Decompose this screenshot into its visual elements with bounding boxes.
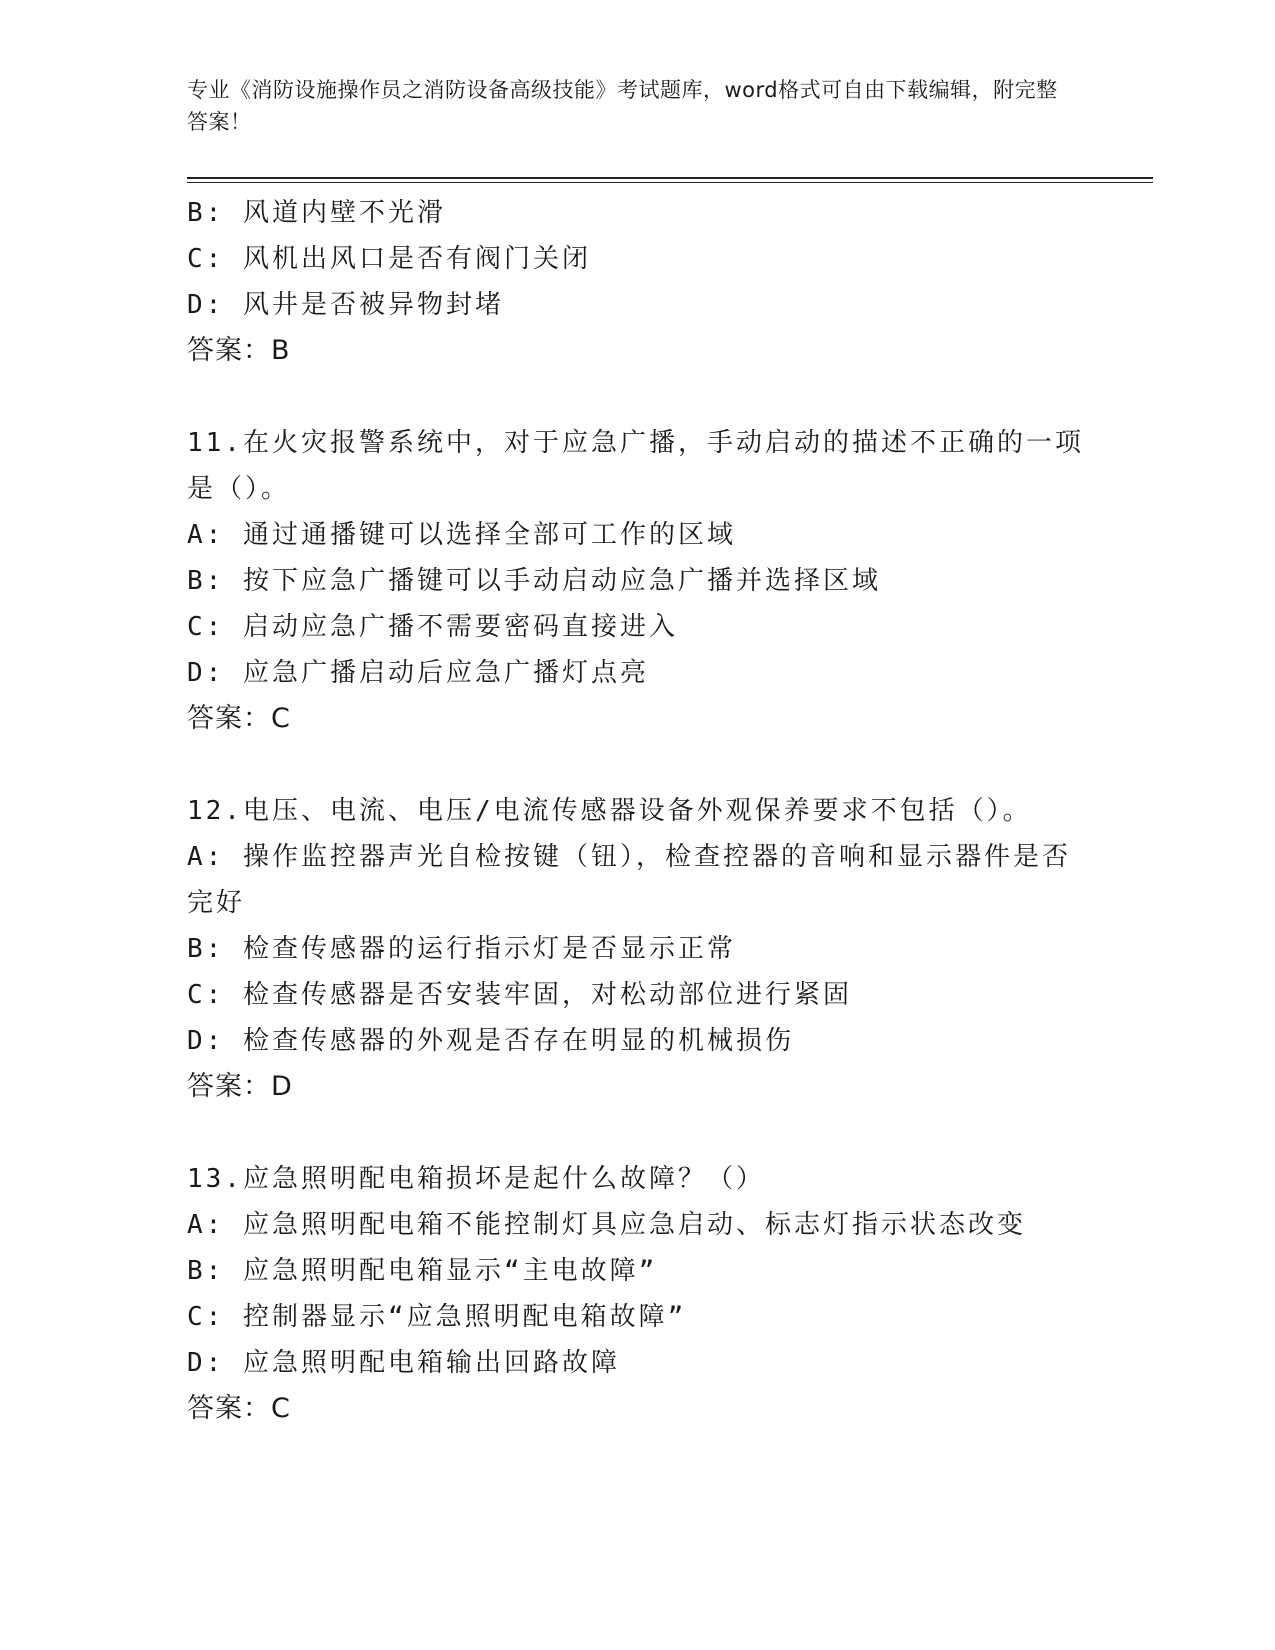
question-block-12	[187, 788, 1087, 1110]
option-d: D: 应急照明配电箱输出回路故障	[187, 1348, 620, 1378]
option-d: D: 检查传感器的外观是否存在明显的机械损伤	[187, 1026, 794, 1056]
question-block-10	[187, 190, 1087, 374]
document-header: 专业《消防设施操作员之消防设备高级技能》考试题库，word格式可自由下载编辑，附完整答案！	[187, 78, 1058, 134]
question-content	[187, 190, 1087, 1432]
option-b: B: 按下应急广播键可以手动启动应急广播并选择区域	[187, 566, 881, 596]
option-c: C: 风机出风口是否有阀门关闭	[187, 244, 591, 274]
header-rule-thick	[187, 177, 1153, 179]
question-stem: 13.应急照明配电箱损坏是起什么故障？（）	[187, 1164, 765, 1194]
question-stem: 12.电压、电流、电压/电流传感器设备外观保养要求不包括（）。	[187, 796, 1032, 826]
option-d: D: 应急广播启动后应急广播灯点亮	[187, 658, 649, 688]
spacer	[187, 742, 1087, 788]
option-c: C: 启动应急广播不需要密码直接进入	[187, 612, 678, 642]
option-b: B: 检查传感器的运行指示灯是否显示正常	[187, 934, 736, 964]
question-stem: 11.在火灾报警系统中，对于应急广播，手动启动的描述不正确的一项是（）。	[187, 428, 1084, 504]
option-a: A: 通过通播键可以选择全部可工作的区域	[187, 520, 736, 550]
header-rule-thin	[187, 182, 1153, 183]
option-c: C: 控制器显示“应急照明配电箱故障”	[187, 1302, 687, 1332]
spacer	[187, 1110, 1087, 1156]
option-d: D: 风井是否被异物封堵	[187, 290, 504, 320]
question-block-13	[187, 1156, 1087, 1432]
option-b: B: 应急照明配电箱显示“主电故障”	[187, 1256, 658, 1286]
option-b: B: 风道内壁不光滑	[187, 198, 446, 228]
question-block-11	[187, 420, 1087, 742]
answer: 答案：D	[187, 1071, 293, 1102]
option-a: A: 操作监控器声光自检按键（钮），检查控器的音响和显示器件是否完好	[187, 842, 1071, 918]
option-c: C: 检查传感器是否安装牢固，对松动部位进行紧固	[187, 980, 852, 1010]
answer: 答案：C	[187, 1393, 291, 1424]
answer: 答案：C	[187, 703, 291, 734]
spacer	[187, 374, 1087, 420]
answer: 答案：B	[187, 335, 291, 366]
option-a: A: 应急照明配电箱不能控制灯具应急启动、标志灯指示状态改变	[187, 1210, 1026, 1240]
